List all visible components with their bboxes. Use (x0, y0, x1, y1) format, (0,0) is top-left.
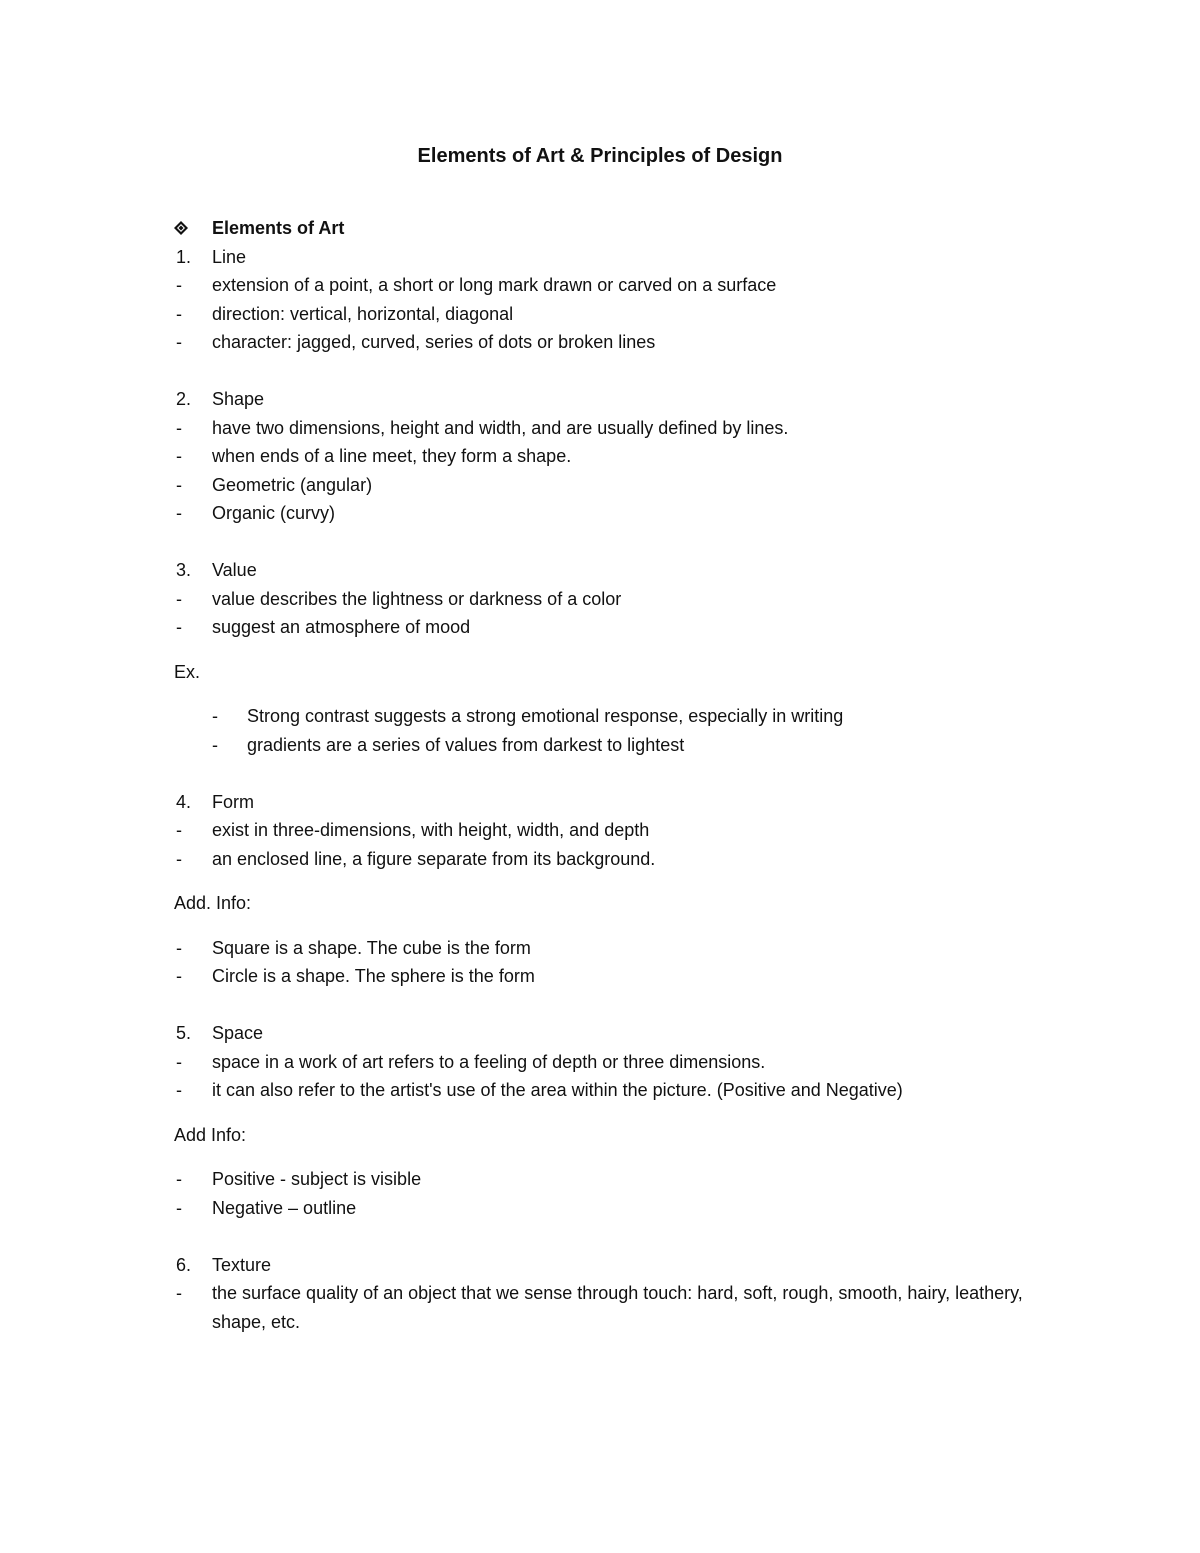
list-item-text: Strong contrast suggests a strong emotional response, especially in writing (247, 706, 844, 726)
dash-marker: - (176, 588, 182, 609)
list-item-text: Organic (curvy) (212, 503, 336, 523)
sub-list-item (174, 731, 1044, 760)
list-item (174, 585, 1044, 614)
list-item-text: Square is a shape. The cube is the form (212, 937, 531, 958)
list-item (174, 613, 1044, 642)
item-value (174, 556, 1044, 585)
list-item-text: it can also refer to the artist's use of the area within the picture. (Positive and Negative) (212, 1080, 903, 1100)
list-item (174, 1165, 1044, 1194)
dash-marker: - (176, 1197, 182, 1218)
item-title: Space (212, 1023, 264, 1043)
dash-marker: - (176, 820, 182, 840)
list-item (174, 300, 1044, 329)
dash-marker: - (176, 1169, 182, 1189)
item-texture (174, 1251, 1044, 1280)
item-form (174, 788, 1044, 817)
list-item (174, 1048, 1044, 1077)
dash-marker: - (176, 303, 182, 324)
section-heading (174, 214, 1044, 243)
list-item-text: exist in three-dimensions, with height, width, and depth (212, 820, 650, 840)
item-space (174, 1019, 1044, 1048)
dash-marker: - (176, 446, 182, 466)
item-title: Texture (212, 1254, 272, 1275)
list-item-text: Geometric (angular) (212, 474, 373, 495)
item-title: Shape (212, 389, 265, 409)
diamond-bullet-icon (174, 221, 188, 235)
item-number: 1. (176, 246, 192, 267)
list-item-text: character: jagged, curved, series of dots or broken lines (212, 332, 656, 352)
dash-marker: - (176, 1283, 182, 1303)
list-item-text: space in a work of art refers to a feeling of depth or three dimensions. (212, 1051, 766, 1072)
list-item-text: suggest an atmosphere of mood (212, 617, 471, 637)
list-item-text: an enclosed line, a figure separate from its background. (212, 848, 656, 869)
section-heading-text: Elements of Art (212, 218, 345, 238)
dash-marker: - (176, 966, 182, 986)
dash-marker: - (176, 474, 182, 495)
list-item (174, 962, 1044, 991)
list-item-text: Circle is a shape. The sphere is the form (212, 966, 535, 986)
list-item (174, 845, 1044, 874)
item-number: 5. (176, 1023, 192, 1043)
list-item-text: have two dimensions, height and width, and are usually defined by lines. (212, 417, 789, 438)
list-item-text: Positive - subject is visible (212, 1169, 422, 1189)
item-number: 3. (176, 560, 192, 580)
list-item (174, 414, 1044, 443)
note-label: Add Info: (174, 1124, 247, 1145)
document-title: Elements of Art & Principles of Design (417, 145, 783, 167)
list-item (174, 934, 1044, 963)
list-item-text: Negative – outline (212, 1197, 357, 1218)
list-item (174, 499, 1044, 528)
list-item (174, 1279, 1044, 1336)
dash-marker: - (176, 617, 182, 637)
sub-list-item (174, 702, 1044, 731)
dash-marker: - (212, 734, 218, 755)
list-item (174, 816, 1044, 845)
note-label: Ex. (174, 661, 201, 682)
dash-marker: - (212, 706, 218, 726)
dash-marker: - (176, 332, 182, 352)
item-title: Form (212, 791, 254, 812)
list-item-text: value describes the lightness or darkness of a color (212, 588, 622, 609)
list-item-text: when ends of a line meet, they form a shape. (212, 446, 572, 466)
dash-marker: - (176, 417, 182, 438)
note-label: Add. Info: (174, 893, 252, 913)
item-line (174, 243, 1044, 272)
document-body (174, 214, 1044, 1336)
item-number: 4. (176, 791, 192, 812)
list-item (174, 1194, 1044, 1223)
list-item (174, 271, 1044, 300)
dash-marker: - (176, 848, 182, 869)
list-item (174, 328, 1044, 357)
dash-marker: - (176, 275, 182, 295)
list-item (174, 1076, 1044, 1105)
item-title: Value (212, 560, 257, 580)
dash-marker: - (176, 503, 182, 523)
item-title: Line (212, 246, 247, 267)
list-item (174, 442, 1044, 471)
list-item-text: direction: vertical, horizontal, diagonal (212, 303, 514, 324)
dash-marker: - (176, 1080, 182, 1100)
list-item (174, 471, 1044, 500)
list-item-text: the surface quality of an object that we sense through touch: hard, soft, rough, smooth, hairy, leathery, shape, etc. (212, 1283, 1023, 1332)
item-number: 2. (176, 389, 192, 409)
list-item-text: extension of a point, a short or long mark drawn or carved on a surface (212, 275, 777, 295)
item-number: 6. (176, 1254, 192, 1275)
dash-marker: - (176, 937, 182, 958)
dash-marker: - (176, 1051, 182, 1072)
list-item-text: gradients are a series of values from darkest to lightest (247, 734, 685, 755)
item-shape (174, 385, 1044, 414)
